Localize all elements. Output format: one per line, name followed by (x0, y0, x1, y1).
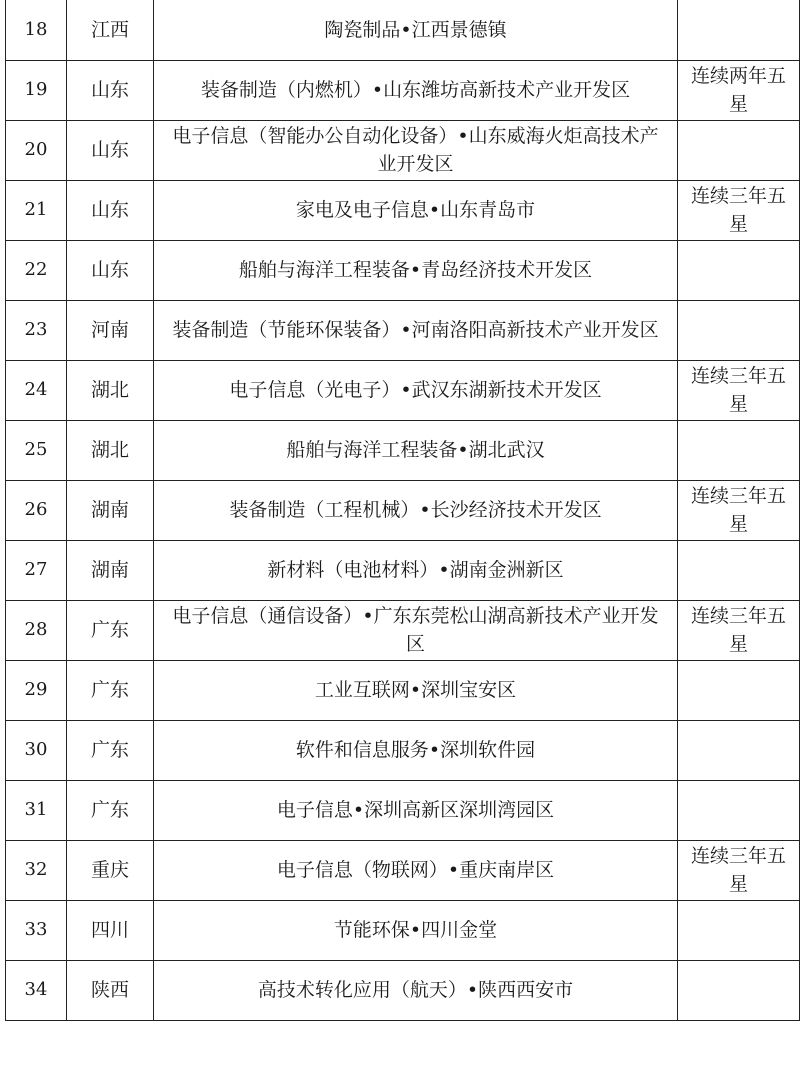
row-number: 24 (24, 379, 48, 400)
table-row (6, 720, 800, 780)
table-row (6, 960, 800, 1020)
row-note: 连续三年五星 (690, 605, 786, 655)
row-number: 21 (24, 199, 48, 220)
row-number: 23 (24, 319, 48, 340)
table-row (6, 840, 800, 900)
row-note-cell (678, 840, 800, 900)
row-note-cell (678, 420, 800, 480)
row-province: 重庆 (90, 859, 129, 881)
row-province: 江西 (90, 18, 129, 41)
row-base-name-cell (154, 0, 678, 60)
row-number-cell (6, 780, 67, 840)
row-base-name: 装备制造（工程机械）•长沙经济技术开发区 (229, 499, 602, 521)
row-number: 19 (24, 79, 48, 100)
row-base-name: 装备制造（内燃机）•山东潍坊高新技术产业开发区 (200, 79, 631, 101)
table-container (5, 0, 799, 1021)
row-number-cell (6, 660, 67, 720)
industrial-base-table (5, 0, 800, 1021)
row-province: 湖北 (90, 439, 129, 461)
row-province: 广东 (90, 739, 129, 761)
table-row (6, 60, 800, 120)
row-province-cell (67, 0, 154, 60)
row-note: 连续三年五星 (690, 845, 786, 895)
row-number: 22 (24, 259, 48, 280)
row-base-name: 软件和信息服务•深圳软件园 (295, 739, 536, 761)
row-base-name: 节能环保•四川金堂 (333, 919, 498, 941)
row-base-name: 家电及电子信息•山东青岛市 (295, 199, 536, 221)
row-number: 20 (24, 139, 48, 160)
row-note-cell (678, 900, 800, 960)
row-province: 湖北 (90, 379, 129, 401)
row-base-name-cell (154, 900, 678, 960)
row-province: 山东 (90, 139, 129, 161)
row-note: 连续两年五星 (690, 65, 786, 115)
row-number-cell (6, 840, 67, 900)
row-number: 32 (24, 859, 48, 880)
row-note: 连续三年五星 (690, 185, 786, 235)
row-note-cell (678, 600, 800, 660)
row-base-name-cell (154, 180, 678, 240)
row-number: 29 (24, 679, 48, 700)
row-base-name-cell (154, 60, 678, 120)
row-province-cell (67, 360, 154, 420)
row-number-cell (6, 960, 67, 1020)
row-province-cell (67, 480, 154, 540)
table-row (6, 120, 800, 180)
row-province: 湖南 (90, 559, 129, 581)
table-row (6, 780, 800, 840)
row-number-cell (6, 720, 67, 780)
row-province-cell (67, 420, 154, 480)
row-number-cell (6, 900, 67, 960)
row-number-cell (6, 60, 67, 120)
table-row (6, 420, 800, 480)
row-number-cell (6, 600, 67, 660)
row-base-name: 高技术转化应用（航天）•陕西西安市 (257, 979, 574, 1001)
row-number: 25 (24, 439, 48, 460)
row-base-name-cell (154, 480, 678, 540)
row-number: 34 (24, 979, 48, 1000)
table-row (6, 900, 800, 960)
row-base-name: 电子信息（通信设备）•广东东莞松山湖高新技术产业开发区 (172, 605, 659, 655)
row-number-cell (6, 120, 67, 180)
row-province-cell (67, 960, 154, 1020)
row-number-cell (6, 180, 67, 240)
row-number-cell (6, 480, 67, 540)
row-base-name-cell (154, 420, 678, 480)
row-base-name: 电子信息（智能办公自动化设备）•山东威海火炬高技术产业开发区 (172, 125, 659, 175)
table-row (6, 0, 800, 60)
row-province: 广东 (90, 799, 129, 821)
row-note-cell (678, 240, 800, 300)
row-note-cell (678, 120, 800, 180)
row-base-name-cell (154, 840, 678, 900)
row-province-cell (67, 60, 154, 120)
row-base-name-cell (154, 360, 678, 420)
row-base-name: 新材料（电池材料）•湖南金洲新区 (267, 559, 564, 581)
table-row (6, 240, 800, 300)
row-number: 28 (24, 619, 48, 640)
row-note: 连续三年五星 (690, 485, 786, 535)
table-row (6, 480, 800, 540)
row-base-name-cell (154, 600, 678, 660)
row-note-cell (678, 180, 800, 240)
row-base-name: 电子信息（光电子）•武汉东湖新技术开发区 (229, 379, 602, 401)
row-province-cell (67, 120, 154, 180)
row-note-cell (678, 300, 800, 360)
row-province-cell (67, 600, 154, 660)
row-note-cell (678, 960, 800, 1020)
row-note: 连续三年五星 (690, 365, 786, 415)
row-base-name: 装备制造（节能环保装备）•河南洛阳高新技术产业开发区 (172, 319, 659, 341)
row-province: 陕西 (90, 979, 129, 1001)
row-province: 广东 (90, 679, 129, 701)
row-number: 26 (24, 499, 48, 520)
row-province: 山东 (90, 199, 129, 221)
row-province: 河南 (90, 319, 129, 341)
row-province-cell (67, 840, 154, 900)
table-row (6, 540, 800, 600)
row-base-name-cell (154, 120, 678, 180)
row-base-name: 陶瓷制品•江西景德镇 (324, 18, 507, 41)
row-province-cell (67, 900, 154, 960)
row-number-cell (6, 540, 67, 600)
row-number: 18 (24, 18, 48, 40)
row-province-cell (67, 300, 154, 360)
row-province: 山东 (90, 259, 129, 281)
row-note-cell (678, 660, 800, 720)
row-base-name-cell (154, 660, 678, 720)
row-base-name: 工业互联网•深圳宝安区 (314, 679, 517, 701)
row-province: 广东 (90, 619, 129, 641)
row-province-cell (67, 180, 154, 240)
row-province-cell (67, 660, 154, 720)
row-base-name: 电子信息•深圳高新区深圳湾园区 (276, 799, 555, 821)
table-body (6, 0, 800, 1020)
row-note-cell (678, 720, 800, 780)
table-row (6, 300, 800, 360)
row-base-name: 船舶与海洋工程装备•青岛经济技术开发区 (238, 259, 593, 281)
table-row (6, 360, 800, 420)
row-note-cell (678, 480, 800, 540)
row-number-cell (6, 240, 67, 300)
row-note-cell (678, 360, 800, 420)
table-row (6, 180, 800, 240)
row-base-name: 船舶与海洋工程装备•湖北武汉 (286, 439, 545, 461)
row-note-cell (678, 540, 800, 600)
row-number: 33 (24, 919, 48, 940)
row-base-name-cell (154, 240, 678, 300)
row-note-cell (678, 780, 800, 840)
row-base-name-cell (154, 300, 678, 360)
row-number: 31 (24, 799, 48, 820)
table-row (6, 600, 800, 660)
row-number-cell (6, 300, 67, 360)
row-number: 30 (24, 739, 48, 760)
row-base-name: 电子信息（物联网）•重庆南岸区 (276, 859, 555, 881)
row-province-cell (67, 780, 154, 840)
row-province-cell (67, 540, 154, 600)
row-province: 四川 (90, 919, 129, 941)
table-row (6, 660, 800, 720)
row-base-name-cell (154, 540, 678, 600)
row-note-cell (678, 60, 800, 120)
row-number-cell (6, 360, 67, 420)
row-base-name-cell (154, 960, 678, 1020)
row-base-name-cell (154, 780, 678, 840)
row-number-cell (6, 420, 67, 480)
row-base-name-cell (154, 720, 678, 780)
row-number: 27 (24, 559, 48, 580)
row-province: 山东 (90, 79, 129, 101)
row-province: 湖南 (90, 499, 129, 521)
row-province-cell (67, 720, 154, 780)
row-number-cell (6, 0, 67, 60)
row-province-cell (67, 240, 154, 300)
row-note-cell (678, 0, 800, 60)
